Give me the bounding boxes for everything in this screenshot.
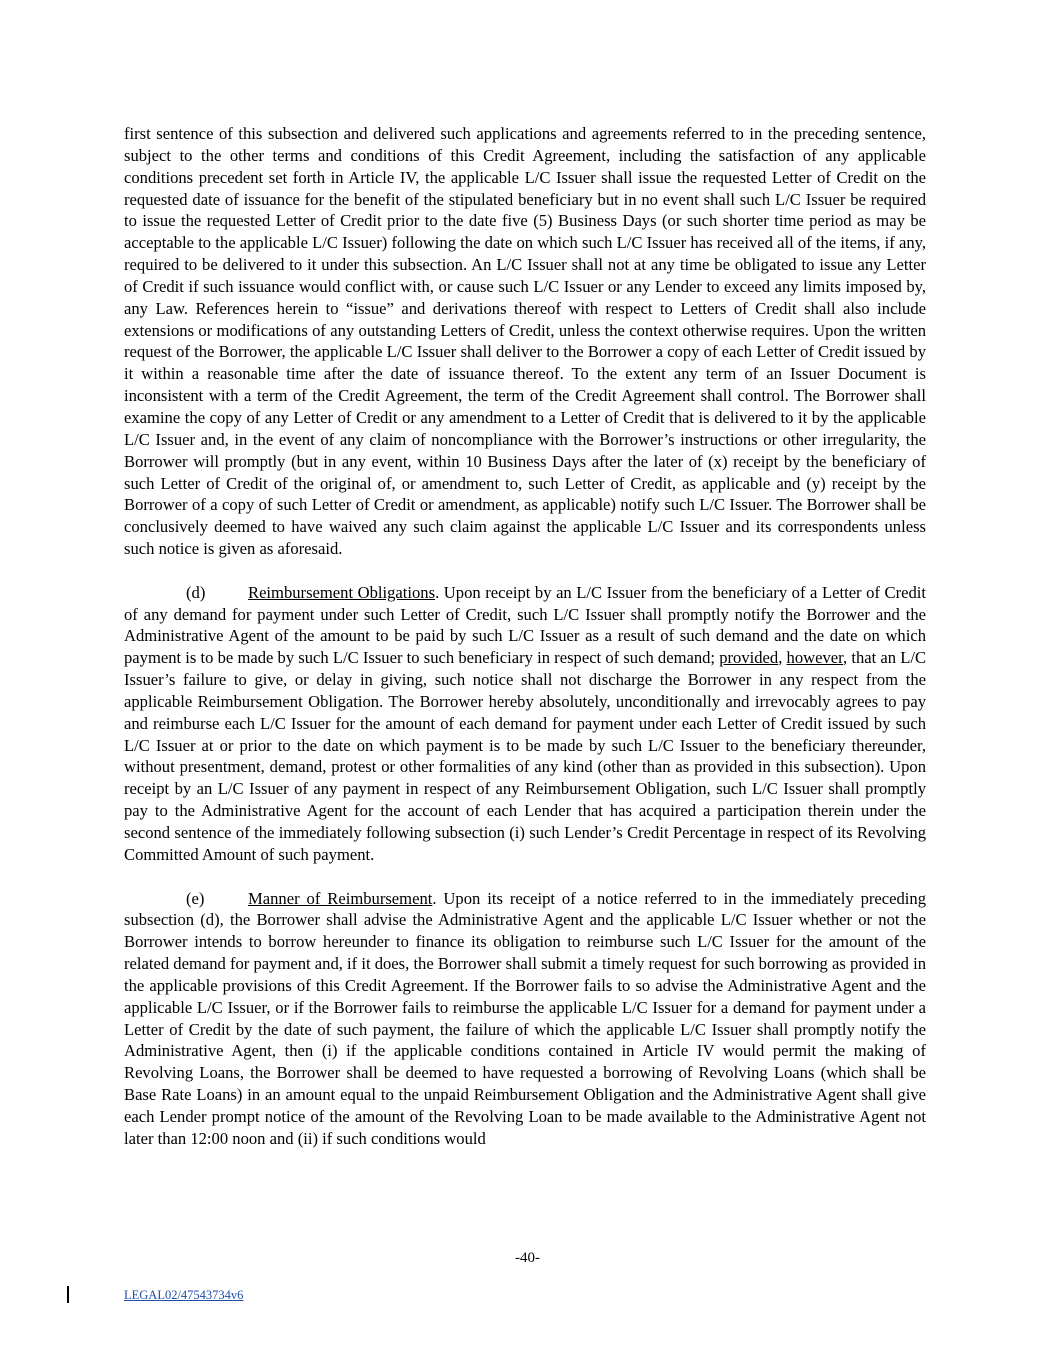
paragraph-text: , [778, 648, 787, 668]
heading-manner-of-reimbursement: Manner of Reimbursement [248, 888, 433, 908]
subsection-label-e: (e) [186, 888, 205, 908]
term-however: however [786, 648, 844, 668]
page-number: -40- [515, 1250, 540, 1266]
document-id-link[interactable]: LEGAL02/47543734v6 [124, 1288, 244, 1302]
paragraph-manner-of-reimbursement [124, 888, 926, 1150]
revision-change-bar [67, 1286, 69, 1303]
subsection-label-d: (d) [186, 582, 206, 602]
heading-reimbursement-obligations: Reimbursement Obligations [248, 582, 436, 602]
paragraph-reimbursement-obligations [124, 582, 926, 866]
paragraph-continuation: first sentence of this subsection and delivered such applications and agreements referred to in the preceding sentence, subject to the other terms and conditions of this Credit Agreement, including the satisfaction of any applicable conditions precedent set forth in Article IV, the applicable L/C Issuer shall issue the requested Letter of Credit on the requested date of issuance for the benefit of the stipulated beneficiary but in no event shall such L/C Issuer be required to issue the requested Letter of Credit prior to the date five (5) Business Days (or such shorter time period as may be acceptable to the applicable L/C Issuer) following the date on which such L/C Issuer has received all of the items, if any, required to be delivered to it under this subsection. An L/C Issuer shall not at any time be obligated to issue any Letter of Credit if such issuance would conflict with, or cause such L/C Issuer or any Lender to exceed any limits imposed by, any Law. References herein to “issue” and derivations thereof with respect to Letters of Credit shall also include extensions or modifications of any outstanding Letters of Credit, unless the context otherwise requires. Upon the written request of the Borrower, the applicable L/C Issuer shall deliver to the Borrower a copy of each Letter of Credit issued by it within a reasonable time after the date of issuance thereof. To the extent any term of an Issuer Document is inconsistent with a term of the Credit Agreement, the term of the Credit Agreement shall control. The Borrower shall examine the copy of any Letter of Credit or any amendment to a Letter of Credit that is delivered to it by the applicable L/C Issuer and, in the event of any claim of noncompliance with the Borrower’s instructions or other irregularity, the Borrower will promptly (but in any event, within 10 Business Days after the later of (x) receipt by the beneficiary of such Letter of Credit of the original of, or amendment to, such Letter of Credit, as applicable and (y) receipt by the Borrower of a copy of such Letter of Credit or amendment, as applicable) notify such L/C Issuer. The Borrower shall be conclusively deemed to have waived any such claim against the applicable L/C Issuer and its correspondents unless such notice is given as aforesaid. [124, 124, 926, 559]
paragraph-text: . Upon receipt by an L/C Issuer from the beneficiary of a Letter of Credit of any demand for payment under such Letter of Credit, such L/C Issuer shall promptly notify the Borrower and the Administrative Agent of the amount to be paid by such L/C Issuer as a result of such demand and the date on which payment is to be made by such L/C Issuer to such beneficiary in respect of such demand; [124, 582, 926, 668]
document-body [124, 123, 926, 1150]
paragraph-text: , that an L/C Issuer’s failure to give, or delay in giving, such notice shall not discharge the Borrower in any respect from the applicable Reimbursement Obligation. The Borrower hereby absolutely, unconditionally and irrevocably agrees to pay and reimburse each L/C Issuer for the amount of each demand for payment under each Letter of Credit issued by such L/C Issuer at or prior to the date on which payment is to be made by such L/C Issuer to the beneficiary thereunder, without presentment, demand, protest or other formalities of any kind (other than as provided in this subsection). Upon receipt by an L/C Issuer of any payment in respect of any Reimbursement Obligation, such L/C Issuer shall promptly pay to the Administrative Agent for the account of each Lender that has acquired a participation therein under the second sentence of the immediately following subsection (i) such Lender’s Credit Percentage in respect of its Revolving Committed Amount of such payment. [124, 648, 927, 864]
term-provided: provided [719, 648, 779, 668]
paragraph-text: . Upon its receipt of a notice referred to in the immediately preceding subsection (d), the Borrower shall advise the Administrative Agent and the applicable L/C Issuer whether or not the Borrower intends to borrow hereunder to finance its obligation to reimburse such L/C Issuer for the amount of the related demand for payment and, if it does, the Borrower shall submit a timely request for such borrowing as provided in the applicable provisions of this Credit Agreement. If the Borrower fails to so advise the Administrative Agent and the applicable L/C Issuer, or if the Borrower fails to reimburse the applicable L/C Issuer for a demand for payment under a Letter of Credit by the date of such payment, the failure of which the applicable L/C Issuer shall promptly notify the Administrative Agent, then (i) if the applicable conditions contained in Article IV would permit the making of Revolving Loans, the Borrower shall be deemed to have requested a borrowing of Revolving Loans (which shall be Base Rate Loans) in an amount equal to the unpaid Reimbursement Obligation and the Administrative Agent shall give each Lender prompt notice of the amount of the Revolving Loan to be made available to the Administrative Agent not later than 12:00 noon and (ii) if such conditions would [124, 888, 926, 1148]
